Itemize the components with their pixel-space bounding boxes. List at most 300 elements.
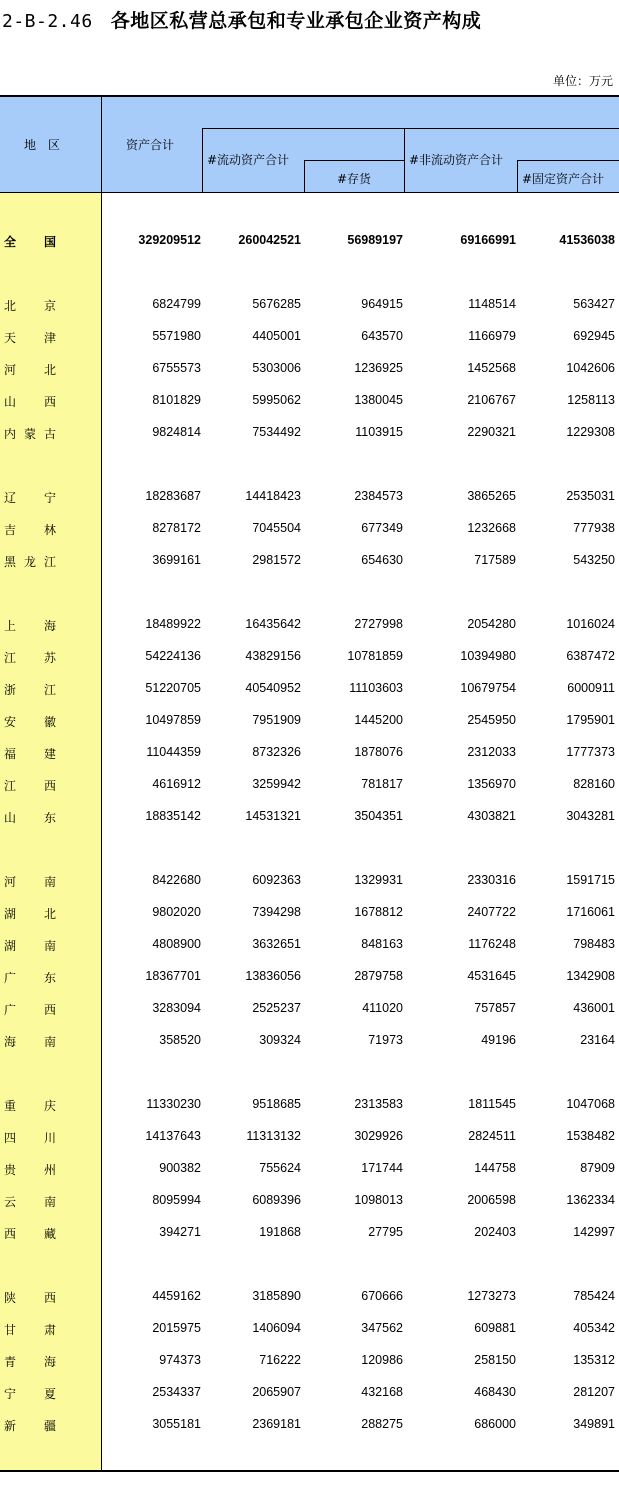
region-char: 贵: [4, 1163, 17, 1177]
noncurrent-assets-cell: 609881: [474, 1321, 516, 1335]
total-assets-cell: 394271: [159, 1225, 201, 1239]
region-name: [4, 425, 56, 442]
region-char: 藏: [43, 1227, 56, 1241]
fixed-assets-cell: 135312: [573, 1353, 615, 1367]
noncurrent-assets-cell: 144758: [474, 1161, 516, 1175]
fixed-assets-cell: 1258113: [567, 393, 615, 407]
region-char: 西: [43, 395, 56, 409]
region-char: 陕: [4, 1291, 17, 1305]
table-row: [0, 1225, 619, 1243]
fixed-assets-cell: 692945: [573, 329, 615, 343]
fixed-assets-cell: 1591715: [566, 873, 615, 887]
current-assets-cell: 716222: [259, 1353, 301, 1367]
region-char: 津: [43, 331, 56, 345]
inventory-cell: 1236925: [354, 361, 403, 375]
total-assets-cell: 6755573: [152, 361, 201, 375]
region-name: [4, 297, 56, 314]
table-row: [0, 745, 619, 763]
fixed-assets-cell: 281207: [573, 1385, 615, 1399]
noncurrent-assets-cell: 2330316: [467, 873, 516, 887]
inventory-cell: 288275: [361, 1417, 403, 1431]
table-row: [0, 297, 619, 315]
current-assets-cell: 4405001: [252, 329, 301, 343]
current-assets-cell: 13836056: [245, 969, 301, 983]
noncurrent-assets-cell: 717589: [474, 553, 516, 567]
region-name: [4, 809, 56, 826]
region-char: 新: [4, 1419, 17, 1433]
noncurrent-assets-cell: 2054280: [467, 617, 516, 631]
total-assets-cell: 9802020: [152, 905, 201, 919]
total-assets-cell: 3699161: [152, 553, 201, 567]
total-assets-cell: 8101829: [152, 393, 201, 407]
total-assets-cell: 18367701: [145, 969, 201, 983]
table-row: [0, 521, 619, 539]
noncurrent-assets-cell: 4303821: [467, 809, 516, 823]
total-assets-cell: 358520: [159, 1033, 201, 1047]
table-row: [0, 489, 619, 507]
unit-label: 单位：万元: [552, 74, 613, 88]
region-char: 广: [4, 971, 17, 985]
noncurrent-assets-cell: 757857: [474, 1001, 516, 1015]
table-code: 2-B-2.46: [2, 11, 93, 32]
region-char: 内: [4, 427, 17, 441]
region-name: [4, 1001, 56, 1018]
table-row: [0, 713, 619, 731]
region-name: [4, 1321, 56, 1338]
region-char: 蒙: [23, 427, 36, 441]
current-assets-cell: 14531321: [245, 809, 301, 823]
inventory-cell: 2313583: [354, 1097, 403, 1111]
region-char: 山: [4, 811, 17, 825]
total-assets-cell: 329209512: [138, 233, 201, 247]
current-assets-cell: 14418423: [245, 489, 301, 503]
noncurrent-assets-cell: 2407722: [467, 905, 516, 919]
region-char: 江: [4, 779, 17, 793]
header-fixed-assets: #固定资产合计: [522, 172, 605, 186]
table-row: [0, 553, 619, 571]
fixed-assets-cell: 563427: [573, 297, 615, 311]
fixed-assets-cell: 1229308: [566, 425, 615, 439]
total-assets-cell: 4808900: [152, 937, 201, 951]
noncurrent-assets-cell: 69166991: [460, 233, 516, 247]
inventory-cell: 1329931: [354, 873, 403, 887]
region-char: 北: [43, 363, 56, 377]
table-row: [0, 361, 619, 379]
region-char: 安: [4, 715, 17, 729]
table-row: [0, 649, 619, 667]
table-row: [0, 681, 619, 699]
total-assets-cell: 11330230: [146, 1097, 201, 1111]
current-assets-cell: 6089396: [252, 1193, 301, 1207]
region-char: 山: [4, 395, 17, 409]
header-rule: [517, 160, 619, 161]
fixed-assets-cell: 349891: [573, 1417, 615, 1431]
noncurrent-assets-cell: 1232668: [467, 521, 516, 535]
inventory-cell: 1678812: [354, 905, 403, 919]
fixed-assets-cell: 405342: [573, 1321, 615, 1335]
inventory-cell: 643570: [361, 329, 403, 343]
inventory-cell: 120986: [361, 1353, 403, 1367]
total-assets-cell: 2534337: [152, 1385, 201, 1399]
region-name: [4, 361, 56, 378]
fixed-assets-cell: 2535031: [566, 489, 615, 503]
table-row: [0, 1289, 619, 1307]
noncurrent-assets-cell: 1166979: [468, 329, 516, 343]
total-assets-cell: 51220705: [145, 681, 201, 695]
noncurrent-assets-cell: 202403: [474, 1225, 516, 1239]
region-char: 西: [43, 779, 56, 793]
region-name: [4, 617, 56, 634]
fixed-assets-cell: 6387472: [566, 649, 615, 663]
region-char: 西: [4, 1227, 17, 1241]
region-name: [4, 233, 56, 250]
region-char: 宁: [43, 491, 56, 505]
region-name: [4, 1129, 56, 1146]
fixed-assets-cell: 142997: [573, 1225, 615, 1239]
current-assets-cell: 7394298: [252, 905, 301, 919]
current-assets-cell: 2369181: [252, 1417, 301, 1431]
fixed-assets-cell: 543250: [573, 553, 615, 567]
inventory-cell: 171744: [361, 1161, 403, 1175]
region-char: 徽: [43, 715, 56, 729]
current-assets-cell: 8732326: [252, 745, 301, 759]
total-assets-cell: 5571980: [152, 329, 201, 343]
total-assets-cell: 974373: [159, 1353, 201, 1367]
region-char: 国: [43, 235, 56, 249]
total-assets-cell: 11044359: [146, 745, 201, 759]
region-column: [0, 193, 101, 1470]
noncurrent-assets-cell: 1452568: [467, 361, 516, 375]
region-name: [4, 937, 56, 954]
region-char: 云: [4, 1195, 17, 1209]
page-title: [2, 6, 481, 33]
header-divider: [202, 128, 203, 192]
region-char: 辽: [4, 491, 17, 505]
table-row: [0, 1097, 619, 1115]
region-name: [4, 745, 56, 762]
noncurrent-assets-cell: 468430: [474, 1385, 516, 1399]
current-assets-cell: 260042521: [238, 233, 301, 247]
header-current-assets: #流动资产合计: [207, 153, 290, 167]
fixed-assets-cell: 1777373: [566, 745, 615, 759]
current-assets-cell: 5995062: [252, 393, 301, 407]
region-char: 西: [43, 1003, 56, 1017]
total-assets-cell: 14137643: [145, 1129, 201, 1143]
region-name: [4, 777, 56, 794]
table-row: [0, 777, 619, 795]
table-row: [0, 1385, 619, 1403]
total-assets-cell: 8422680: [152, 873, 201, 887]
region-char: 南: [43, 875, 56, 889]
region-char: 宁: [4, 1387, 17, 1401]
current-assets-cell: 3259942: [252, 777, 301, 791]
total-assets-cell: 10497859: [145, 713, 201, 727]
fixed-assets-cell: 798483: [573, 937, 615, 951]
noncurrent-assets-cell: 1356970: [467, 777, 516, 791]
region-name: [4, 1193, 56, 1210]
region-name: [4, 393, 56, 410]
header-rule: [304, 160, 404, 161]
table-row: [0, 873, 619, 891]
noncurrent-assets-cell: 4531645: [467, 969, 516, 983]
fixed-assets-cell: 1342908: [566, 969, 615, 983]
total-assets-cell: 6824799: [152, 297, 201, 311]
region-char: 河: [4, 875, 17, 889]
region-char: 夏: [43, 1387, 56, 1401]
fixed-assets-cell: 6000911: [567, 681, 615, 695]
current-assets-cell: 16435642: [245, 617, 301, 631]
current-assets-cell: 11313132: [246, 1129, 301, 1143]
inventory-cell: 11103603: [349, 681, 403, 695]
region-char: 林: [43, 523, 56, 537]
current-assets-cell: 7951909: [252, 713, 301, 727]
inventory-cell: 432168: [361, 1385, 403, 1399]
table-row: [0, 1193, 619, 1211]
current-assets-cell: 7045504: [252, 521, 301, 535]
table-row: [0, 1129, 619, 1147]
region-char: 吉: [4, 523, 17, 537]
fixed-assets-cell: 1716061: [566, 905, 615, 919]
region-char: 海: [43, 619, 56, 633]
fixed-assets-cell: 436001: [573, 1001, 615, 1015]
current-assets-cell: 3185890: [252, 1289, 301, 1303]
noncurrent-assets-cell: 686000: [474, 1417, 516, 1431]
region-char: 甘: [4, 1323, 17, 1337]
fixed-assets-cell: 87909: [580, 1161, 615, 1175]
header-inventory: #存货: [337, 172, 372, 186]
inventory-cell: 677349: [361, 521, 403, 535]
region-name: [4, 1289, 56, 1306]
total-assets-cell: 2015975: [152, 1321, 201, 1335]
fixed-assets-cell: 1042606: [566, 361, 615, 375]
region-char: 天: [4, 331, 17, 345]
region-char: 庆: [43, 1099, 56, 1113]
fixed-assets-cell: 1016024: [566, 617, 615, 631]
fixed-assets-cell: 41536038: [559, 233, 615, 247]
total-assets-cell: 18489922: [145, 617, 201, 631]
table-row: [0, 937, 619, 955]
current-assets-cell: 40540952: [245, 681, 301, 695]
fixed-assets-cell: 1047068: [566, 1097, 615, 1111]
region-char: 全: [4, 235, 17, 249]
table-row: [0, 329, 619, 347]
region-name: [4, 1033, 56, 1050]
fixed-assets-cell: 777938: [573, 521, 615, 535]
region-char: 疆: [43, 1419, 56, 1433]
current-assets-cell: 5676285: [252, 297, 301, 311]
region-char: 黑: [4, 555, 17, 569]
inventory-cell: 2384573: [354, 489, 403, 503]
noncurrent-assets-cell: 2006598: [467, 1193, 516, 1207]
current-assets-cell: 2065907: [252, 1385, 301, 1399]
current-assets-cell: 2525237: [252, 1001, 301, 1015]
inventory-cell: 3029926: [354, 1129, 403, 1143]
noncurrent-assets-cell: 2312033: [467, 745, 516, 759]
fixed-assets-cell: 23164: [580, 1033, 615, 1047]
table-row: [0, 425, 619, 443]
total-assets-cell: 18835142: [145, 809, 201, 823]
noncurrent-assets-cell: 2545950: [467, 713, 516, 727]
region-name: [4, 521, 56, 538]
current-assets-cell: 309324: [259, 1033, 301, 1047]
table-row: [0, 393, 619, 411]
table-row: [0, 1321, 619, 1339]
region-char: 肃: [43, 1323, 56, 1337]
total-assets-cell: 18283687: [145, 489, 201, 503]
inventory-cell: 1380045: [354, 393, 403, 407]
inventory-cell: 2727998: [354, 617, 403, 631]
region-char: 南: [43, 1035, 56, 1049]
region-char: 浙: [4, 683, 17, 697]
noncurrent-assets-cell: 2106767: [467, 393, 516, 407]
fixed-assets-cell: 828160: [573, 777, 615, 791]
current-assets-cell: 1406094: [252, 1321, 301, 1335]
total-assets-cell: 3283094: [152, 1001, 201, 1015]
inventory-cell: 1098013: [354, 1193, 403, 1207]
total-assets-cell: 54224136: [145, 649, 201, 663]
header-total-assets: 资产合计: [126, 138, 175, 152]
table-row: [0, 1353, 619, 1371]
region-char: 海: [4, 1035, 17, 1049]
total-assets-cell: 4616912: [152, 777, 201, 791]
header-divider: [404, 128, 405, 192]
region-char: 湖: [4, 939, 17, 953]
region-char: 江: [43, 683, 56, 697]
table-row: [0, 1033, 619, 1051]
inventory-cell: 1103915: [355, 425, 403, 439]
region-char: 苏: [43, 651, 56, 665]
inventory-cell: 670666: [361, 1289, 403, 1303]
region-char: 广: [4, 1003, 17, 1017]
header-region: 地 区: [24, 138, 61, 152]
noncurrent-assets-cell: 10679754: [460, 681, 516, 695]
noncurrent-assets-cell: 49196: [481, 1033, 516, 1047]
region-name: [4, 1161, 56, 1178]
region-char: 西: [43, 1291, 56, 1305]
region-char: 建: [43, 747, 56, 761]
fixed-assets-cell: 1795901: [566, 713, 615, 727]
region-char: 南: [43, 1195, 56, 1209]
region-name: [4, 1353, 56, 1370]
table-row: [0, 1161, 619, 1179]
region-name: [4, 1097, 56, 1114]
noncurrent-assets-cell: 1176248: [468, 937, 516, 951]
total-assets-cell: 4459162: [152, 1289, 201, 1303]
noncurrent-assets-cell: 2824511: [468, 1129, 516, 1143]
noncurrent-assets-cell: 10394980: [460, 649, 516, 663]
fixed-assets-cell: 3043281: [566, 809, 615, 823]
region-char: 河: [4, 363, 17, 377]
header-divider: [517, 160, 518, 192]
region-name: [4, 1417, 56, 1434]
region-char: 川: [43, 1131, 56, 1145]
header-noncurrent-assets: #非流动资产合计: [409, 153, 504, 167]
total-assets-cell: 3055181: [152, 1417, 201, 1431]
header-rule: [202, 128, 619, 129]
region-char: 海: [43, 1355, 56, 1369]
region-name: [4, 1385, 56, 1402]
region-name: [4, 905, 56, 922]
region-char: 上: [4, 619, 17, 633]
current-assets-cell: 43829156: [245, 649, 301, 663]
inventory-cell: 1878076: [354, 745, 403, 759]
total-assets-cell: 9824814: [152, 425, 201, 439]
inventory-cell: 964915: [361, 297, 403, 311]
current-assets-cell: 5303006: [252, 361, 301, 375]
region-name: [4, 329, 56, 346]
current-assets-cell: 191868: [259, 1225, 301, 1239]
region-name: [4, 489, 56, 506]
region-char: 东: [43, 811, 56, 825]
current-assets-cell: 7534492: [252, 425, 301, 439]
table-row: [0, 809, 619, 827]
region-name: [4, 649, 56, 666]
table-row: [0, 617, 619, 635]
inventory-cell: 654630: [361, 553, 403, 567]
table-row: [0, 969, 619, 987]
total-assets-cell: 900382: [159, 1161, 201, 1175]
current-assets-cell: 755624: [259, 1161, 301, 1175]
inventory-cell: 71973: [368, 1033, 403, 1047]
region-char: 京: [43, 299, 56, 313]
inventory-cell: 2879758: [354, 969, 403, 983]
inventory-cell: 411020: [362, 1001, 403, 1015]
noncurrent-assets-cell: 1273273: [467, 1289, 516, 1303]
table-row: [0, 233, 619, 251]
region-char: 重: [4, 1099, 17, 1113]
fixed-assets-cell: 1538482: [566, 1129, 615, 1143]
current-assets-cell: 9518685: [252, 1097, 301, 1111]
current-assets-cell: 6092363: [252, 873, 301, 887]
region-char: 青: [4, 1355, 17, 1369]
noncurrent-assets-cell: 3865265: [467, 489, 516, 503]
region-name: [4, 553, 56, 570]
table-row: [0, 1417, 619, 1435]
region-name: [4, 713, 56, 730]
inventory-cell: 56989197: [347, 233, 403, 247]
region-char: 江: [4, 651, 17, 665]
noncurrent-assets-cell: 258150: [474, 1353, 516, 1367]
region-name: [4, 1225, 56, 1242]
region-char: 江: [43, 555, 56, 569]
region-char: 湖: [4, 907, 17, 921]
total-assets-cell: 8095994: [152, 1193, 201, 1207]
fixed-assets-cell: 1362334: [566, 1193, 615, 1207]
inventory-cell: 347562: [361, 1321, 403, 1335]
region-name: [4, 873, 56, 890]
region-char: 福: [4, 747, 17, 761]
noncurrent-assets-cell: 2290321: [467, 425, 516, 439]
region-name: [4, 681, 56, 698]
bottom-rule: [0, 1470, 619, 1472]
region-char: 北: [4, 299, 17, 313]
table-row: [0, 1001, 619, 1019]
table-row: [0, 905, 619, 923]
current-assets-cell: 2981572: [252, 553, 301, 567]
region-char: 南: [43, 939, 56, 953]
region-char: 州: [43, 1163, 56, 1177]
noncurrent-assets-cell: 1811545: [468, 1097, 516, 1111]
current-assets-cell: 3632651: [252, 937, 301, 951]
inventory-cell: 3504351: [354, 809, 403, 823]
inventory-cell: 1445200: [354, 713, 403, 727]
region-char: 东: [43, 971, 56, 985]
header-bottom-rule: [0, 192, 619, 193]
region-name: [4, 969, 56, 986]
region-char: 龙: [23, 555, 36, 569]
noncurrent-assets-cell: 1148514: [468, 297, 516, 311]
inventory-cell: 781817: [361, 777, 403, 791]
